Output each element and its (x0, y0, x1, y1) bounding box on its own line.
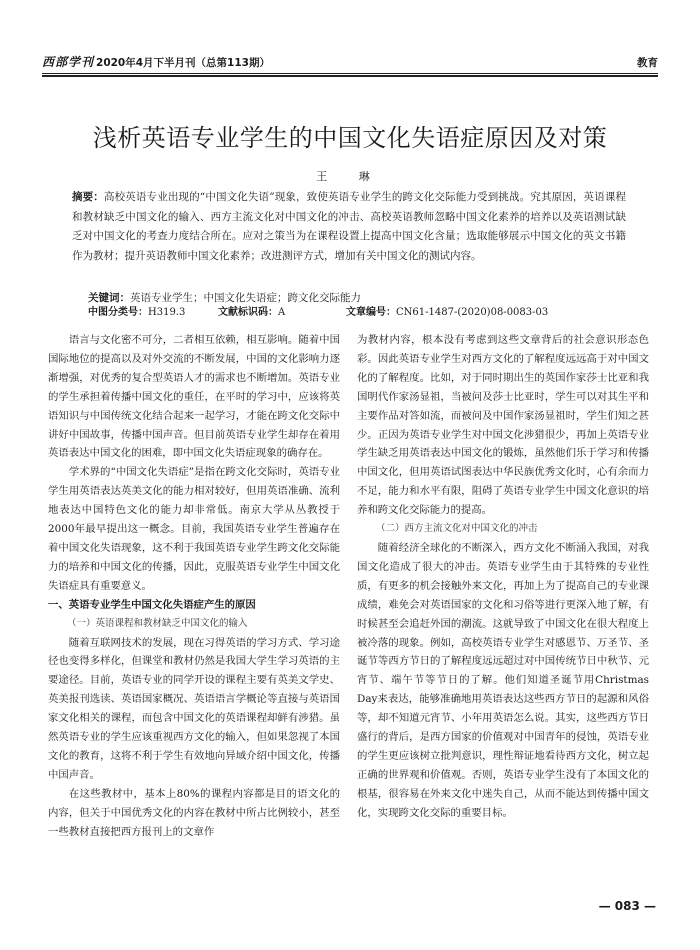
abstract (72, 188, 626, 266)
paragraph: 语言与文化密不可分，二者相互依赖，相互影响。随着中国国际地位的提高以及对外交流的不断发展，中国的文化影响力逐渐增强，对优秀的复合型英语人才的需求也不断增加。英语专业的学生承担着传播中国文化的重任，在平时的学习中，应该将英语知识与中国传统文化结合起来一起学习，才能在跨文化交际中讲好中国故事，传播中国声音。但目前英语专业学生却存在着用英语表达中国文化的困难，即中国文化失语症现象的确存在。 (48, 334, 340, 460)
header-rule (42, 73, 658, 74)
section-heading: 一、英语专业学生中国文化失语症产生的原因 (48, 598, 256, 611)
doc-code-value: A (278, 307, 286, 318)
keywords-label: 关键词： (88, 292, 130, 304)
paragraph: 在这些教材中，基本上80%的课程内容都是目的语文化的内容，但关于中国优秀文化的内容在教材中所占比例较小，甚至一些教材直接把西方报刊上的文章作 (48, 787, 340, 838)
journal-info (42, 53, 270, 70)
subsection-heading: （一）英语课程和教材缺乏中国文化的输入 (67, 617, 248, 629)
paragraph: 为教材内容，根本没有考虑到这些文章背后的社会意识形态色彩。因此英语专业学生对西方文化的了解程度远远高于对中国文化的了解程度。比如，对于同时期出生的英国作家莎士比亚和我国明代作家汤显祖，当被问及莎士比亚时，学生可以对其生平和主要作品对答如流，而被问及中国作家汤显祖时，学生们知之甚少。正因为英语专业学生对中国文化涉猎很少，再加上英语专业学生缺乏用英语表达中国文化的锻炼，虽然他们乐于学习和传播中国文化，但用英语试图表达中华民族优秀文化时，心有余而力不足，能力和水平有限，阻碍了英语专业学生中国文化意识的培养和跨文化交际能力的提高。 (357, 334, 649, 517)
journal-issue: 2020年4月下半月刊（总第113期） (96, 57, 270, 69)
article-meta (88, 304, 626, 322)
running-header (42, 48, 658, 70)
author-name: 王 琳 (316, 170, 384, 183)
paragraph: 学术界的“中国文化失语症”是指在跨文化交际时，英语专业学生用英语表达英美文化的能力相对较好，但用英语准确、流利地表达中国特色文化的能力却非常低。南京大学从丛教授于2000年最早提出这一概念。目前，我国英语专业学生普遍存在着中国文化失语现象，这不利于我国英语专业学生跨文化交际能力的培养和中国文化的传播，因此，克服英语专业学生中国文化失语症具有重要意义。 (48, 466, 340, 592)
abstract-text: 高校英语专业出现的“中国文化失语”现象，致使英语专业学生的跨文化交际能力受到挑战。究其原因，英语课程和教材缺乏中国文化的输入、西方主流文化对中国文化的冲击、高校英语教师忽略中国文化素养的培养以及英语测试缺乏对中国文化的考查力度结合所在。应对之策当为在课程设置上提高中国文化含量；选取能够展示中国文化的英文书籍作为教材；提升英语教师中国文化素养；改进测评方式，增加有关中国文化的测试内容。 (72, 191, 627, 262)
paragraph: 随着互联网技术的发展，现在习得英语的学习方式、学习途径也变得多样化，但课堂和教材仍然是我国大学生学习英语的主要途径。目前，英语专业的同学开设的课程主要有英美文学史、英美报刊选读、英语国家概况、英语语言学概论等直接与英语国家文化相关的课程，而包含中国文化的英语课程却鲜有涉猎。虽然英语专业的学生应该重视西方文化的输入，但如果忽视了本国文化的教育，这将不利于学生有效地向异域介绍中国文化，传播中国声音。 (48, 636, 340, 781)
body-column-right (357, 331, 649, 823)
abstract-label: 摘要： (72, 191, 104, 203)
article-number-label: 文章编号： (346, 307, 396, 318)
body-column-left (48, 331, 340, 841)
doc-code-label: 文献标识码： (218, 307, 278, 318)
page-number: — 083 — (598, 899, 656, 913)
article-number-value: CN61-1487-(2020)08-0083-03 (396, 307, 549, 318)
subsection-heading: （二）西方主流文化对中国文化的冲击 (376, 523, 538, 535)
paragraph: 随着经济全球化的不断深入，西方文化不断涌入我国，对我国文化造成了很大的冲击。英语专业学生由于其特殊的专业性质，有更多的机会接触外来文化，再加上为了提高自己的专业课成绩，难免会对英语国家的文化和习俗等进行更深入地了解，有时候甚至会追赶外国的潮流。这就导致了中国文化在很大程度上被冷落的现象。例如，高校英语专业学生对感恩节、万圣节、圣诞节等西方节日的了解程度远远超过对中国传统节日中秋节、元宵节、端午节等节日的了解。他们知道圣诞节用Christmas Day来表达，能够准确地用英语表达这些西方节日的起源和风俗等，却不知道元宵节、小年用英语怎么说。其实，这些西方节日盛行的背后，是西方国家的价值观对中国青年的侵蚀，英语专业的学生更应该树立批判意识，理性辩证地看待西方文化，树立起正确的世界观和价值观。否则，英语专业学生没有了本国文化的根基，很容易在外来文化中迷失自己，从而不能达到传播中国文化，实现跨文化交际的重要目标。 (357, 541, 649, 819)
keywords-text: 英语专业学生；中国文化失语症；跨文化交际能力 (130, 292, 361, 304)
clc-label: 中图分类号： (88, 307, 148, 318)
section-label: 教育 (637, 57, 658, 69)
clc-value: H319.3 (148, 307, 186, 318)
article-title: 浅析英语专业学生的中国文化失语症原因及对策 (92, 124, 608, 152)
journal-logo: 西部学刊 (42, 55, 95, 69)
header-rule-thick (42, 75, 658, 77)
